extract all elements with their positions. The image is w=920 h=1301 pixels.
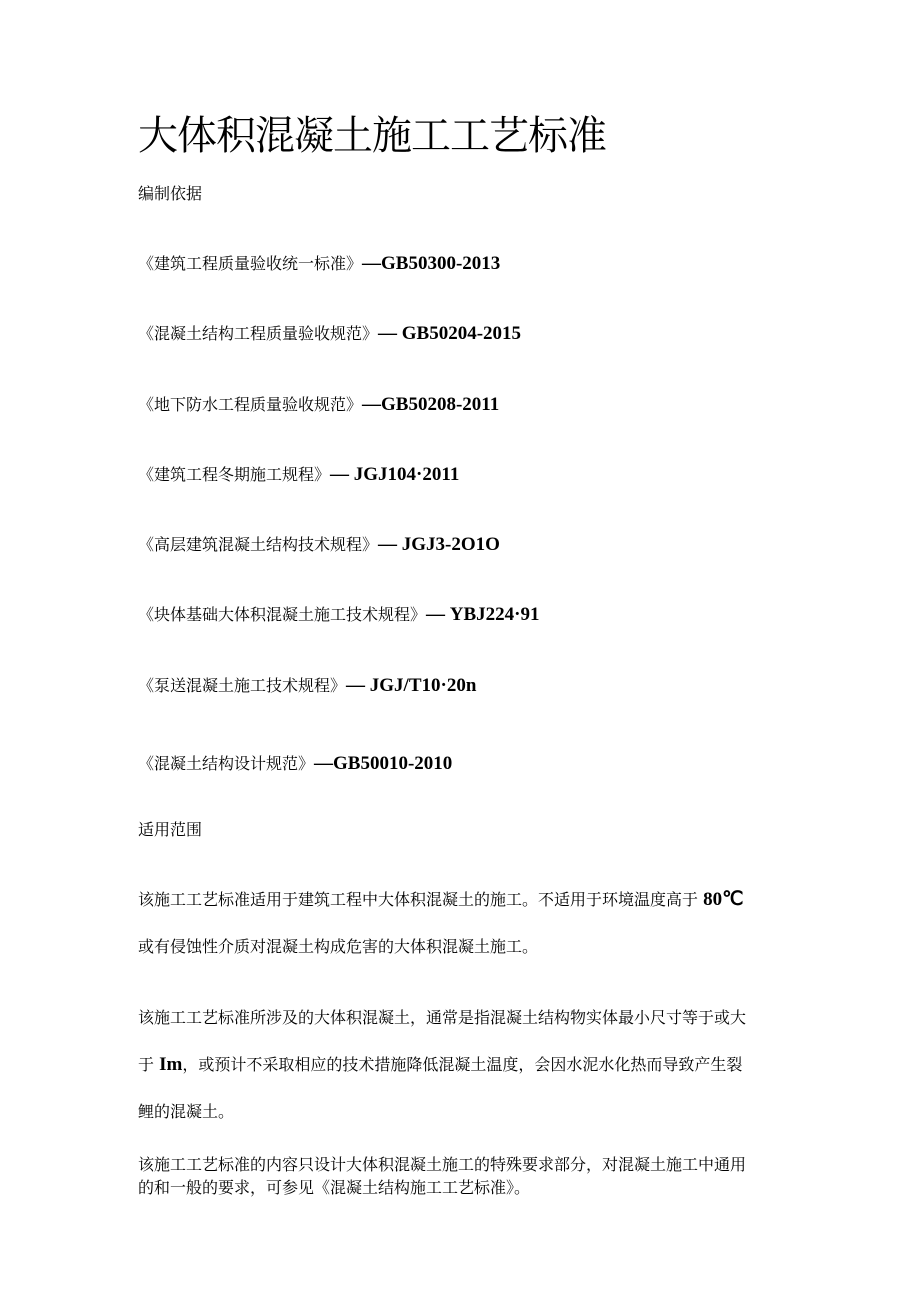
paragraph-line <box>138 1053 742 1077</box>
paragraph-line: 该施工工艺标准的内容只设计大体积混凝土施工的特殊要求部分，对混凝土施工中通用 <box>138 1155 747 1174</box>
reference-code: — YBJ224·91 <box>426 604 540 625</box>
reference-code: — JGJ/T10·20n <box>346 675 477 696</box>
reference-item <box>138 603 540 627</box>
reference-item <box>138 752 452 776</box>
reference-name: 《地下防水工程质量验收规范》 <box>138 395 363 414</box>
reference-code: —GB50010-2010 <box>314 753 453 774</box>
paragraph-line: 的和一般的要求，可参见《混凝土结构施工工艺标准》。 <box>138 1178 531 1197</box>
section-heading-basis: 编制依据 <box>138 184 203 203</box>
reference-item <box>138 463 459 487</box>
reference-name: 《泵送混凝土施工技术规程》 <box>138 676 347 695</box>
paragraph-line: 或有侵蚀性介质对混凝土构成危害的大体积混凝土施工。 <box>138 937 539 956</box>
document-title: 大体积混凝土施工工艺标准 <box>138 113 606 159</box>
reference-name: 《块体基础大体积混凝土施工技术规程》 <box>138 605 427 624</box>
dimension-value: Im <box>159 1054 183 1075</box>
reference-code: —GB50208-2011 <box>362 394 500 415</box>
reference-item <box>138 252 500 276</box>
reference-code: — JGJ3-2O1O <box>378 534 500 555</box>
reference-name: 《建筑工程质量验收统一标准》 <box>138 254 363 273</box>
reference-name: 《建筑工程冬期施工规程》 <box>138 465 331 484</box>
reference-code: — GB50204-2015 <box>378 323 522 344</box>
paragraph-text: 于 <box>138 1055 160 1074</box>
paragraph-line: 该施工工艺标准所涉及的大体积混凝土，通常是指混凝土结构物实体最小尺寸等于或大 <box>138 1008 747 1027</box>
paragraph-line: 鲤的混凝土。 <box>138 1102 235 1121</box>
reference-name: 《混凝土结构设计规范》 <box>138 754 315 773</box>
reference-item <box>138 322 521 346</box>
temperature-value: 80℃ <box>703 889 744 910</box>
paragraph-line <box>138 888 743 912</box>
reference-item <box>138 533 500 557</box>
reference-name: 《高层建筑混凝土结构技术规程》 <box>138 535 379 554</box>
section-heading-scope: 适用范围 <box>138 820 203 839</box>
paragraph-text: ，或预计不采取相应的技术措施降低混凝土温度，会因水泥水化热而导致产生裂 <box>182 1055 743 1074</box>
paragraph-text: 该施工工艺标准适用于建筑工程中大体积混凝土的施工。不适用于环境温度高于 <box>138 890 704 909</box>
reference-item <box>138 674 476 698</box>
reference-code: —GB50300-2013 <box>362 253 501 274</box>
reference-name: 《混凝土结构工程质量验收规范》 <box>138 324 379 343</box>
reference-code: — JGJ104·2011 <box>330 464 460 485</box>
reference-item <box>138 393 499 417</box>
